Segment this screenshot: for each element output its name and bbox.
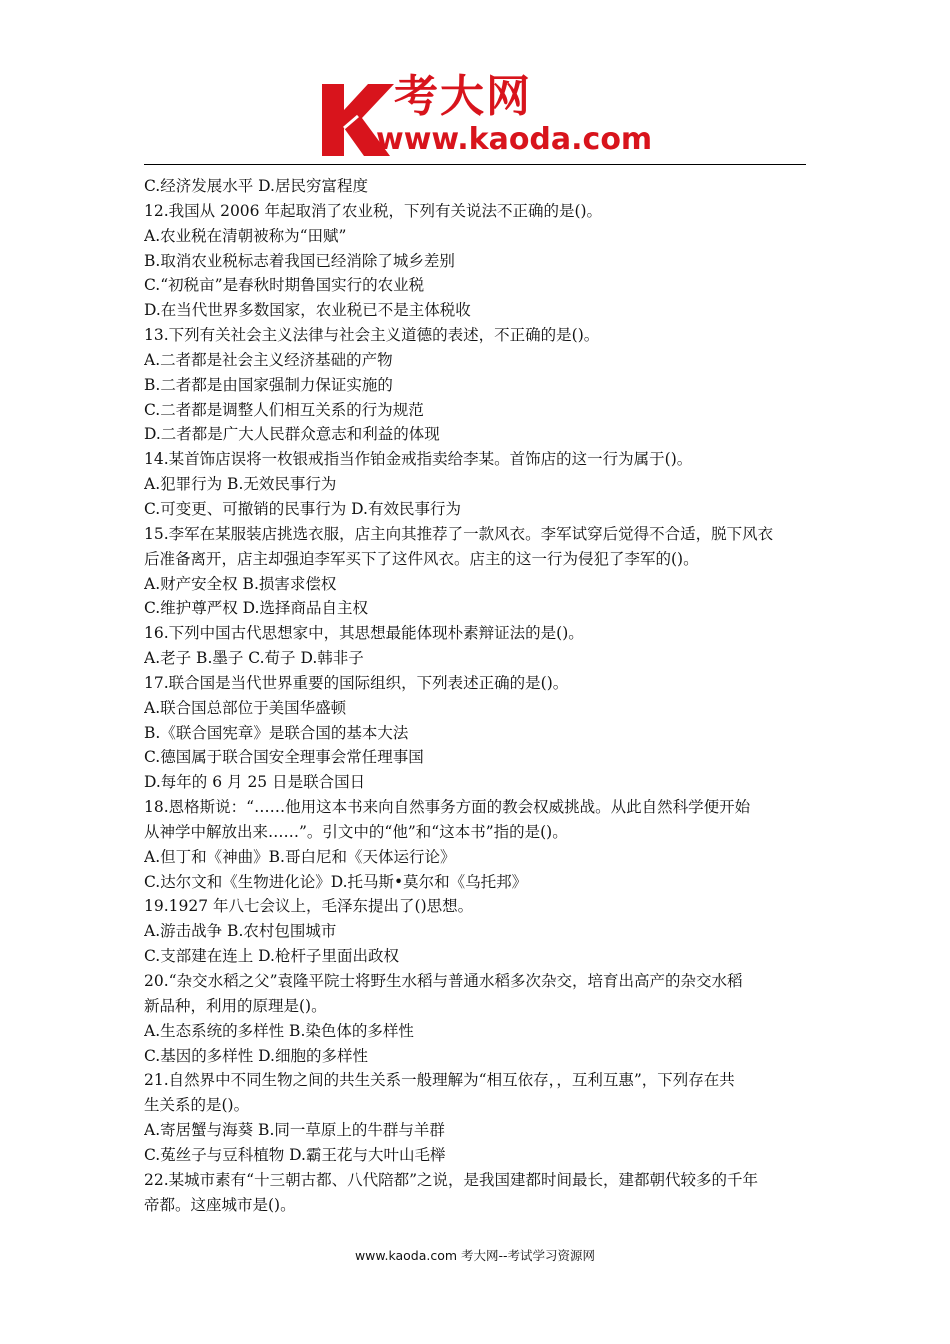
option-line: C.可变更、可撤销的民事行为 D.有效民事行为 (144, 499, 461, 518)
option-line: C.维护尊严权 D.选择商品自主权 (144, 599, 368, 618)
text-line: C.经济发展水平 D.居民穷富程度 (144, 177, 368, 195)
question-14: 14.某首饰店误将一枚银戒指当作铂金戒指卖给李某。首饰店的这一行为属于()。 (144, 450, 693, 469)
logo-url: www.kaoda.com (376, 122, 653, 157)
option-line: B.取消农业税标志着我国已经消除了城乡差别 (144, 251, 455, 270)
option-line: C.德国属于联合国安全理事会常任理事国 (144, 748, 424, 767)
option-line: A.游击战争 B.农村包围城市 (144, 922, 337, 941)
option-line: C.“初税亩”是春秋时期鲁国实行的农业税 (144, 276, 425, 295)
option-line: C.达尔文和《生物进化论》D.托马斯•莫尔和《乌托邦》 (144, 872, 528, 891)
option-line: A.犯罪行为 B.无效民事行为 (144, 475, 337, 494)
question-16: 16.下列中国古代思想家中，其思想最能体现朴素辩证法的是()。 (144, 624, 584, 643)
option-line: A.财产安全权 B.损害求偿权 (144, 574, 337, 593)
question-22-cont: 帝都。这座城市是()。 (144, 1195, 296, 1214)
option-line: C.二者都是调整人们相互关系的行为规范 (144, 400, 424, 419)
option-line: B.《联合国宪章》是联合国的基本大法 (144, 723, 409, 742)
question-20-cont: 新品种，利用的原理是()。 (144, 996, 327, 1015)
question-13: 13.下列有关社会主义法律与社会主义道德的表述，不正确的是()。 (144, 326, 600, 345)
logo-chinese-title: 考大网 (394, 71, 532, 122)
option-line: C.基因的多样性 D.细胞的多样性 (144, 1046, 368, 1065)
question-text (144, 174, 808, 1217)
option-line: D.在当代世界多数国家，农业税已不是主体税收 (144, 301, 471, 320)
question-21: 21.自然界中不同生物之间的共生关系一般理解为“相互依存，，互利互惠”，下列存在共 (144, 1071, 735, 1090)
page-footer: www.kaoda.com 考大网--考试学习资源网 (354, 1248, 596, 1263)
option-line: A.二者都是社会主义经济基础的产物 (144, 350, 393, 369)
option-line: A.但丁和《神曲》B.哥白尼和《天体运行论》 (144, 847, 456, 866)
option-line: C.支部建在连上 D.枪杆子里面出政权 (144, 947, 399, 966)
question-22: 22.某城市素有“十三朝古都、八代陪都”之说，是我国建都时间最长，建都朝代较多的千年 (144, 1170, 759, 1189)
question-20: 20.“杂交水稻之父”袁隆平院士将野生水稻与普通水稻多次杂交，培育出高产的杂交水稻 (144, 972, 743, 990)
header-divider (144, 164, 806, 165)
question-21-cont: 生关系的是()。 (144, 1096, 250, 1115)
option-line: A.农业税在清朝被称为“田赋” (144, 226, 347, 245)
option-line: C.菟丝子与豆科植物 D.霸王花与大叶山毛榉 (144, 1145, 446, 1164)
option-line: B.二者都是由国家强制力保证实施的 (144, 375, 393, 394)
option-line: D.每年的 6 月 25 日是联合国日 (144, 773, 366, 792)
option-line: A.联合国总部位于美国华盛顿 (144, 698, 347, 717)
question-18-cont: 从神学中解放出来……”。引文中的“他”和“这本书”指的是()。 (144, 822, 568, 841)
kaoda-logo[interactable] (318, 71, 653, 158)
question-15: 15.李军在某服装店挑选衣服，店主向其推荐了一款风衣。李军试穿后觉得不合适，脱下风衣 (144, 524, 774, 543)
option-line: A.生态系统的多样性 B.染色体的多样性 (144, 1021, 414, 1040)
question-17: 17.联合国是当代世界重要的国际组织，下列表述正确的是()。 (144, 673, 569, 692)
question-12: 12.我国从 2006 年起取消了农业税，下列有关说法不正确的是()。 (144, 201, 603, 220)
question-15-cont: 后准备离开，店主却强迫李军买下了这件风衣。店主的这一行为侵犯了李军的()。 (144, 549, 699, 568)
question-18: 18.恩格斯说：“……他用这本书来向自然事务方面的教会权威挑战。从此自然科学便开始 (144, 798, 751, 817)
option-line: A.老子 B.墨子 C.荀子 D.韩非子 (144, 649, 364, 668)
option-line: D.二者都是广大人民群众意志和利益的体现 (144, 425, 440, 444)
option-line: A.寄居蟹与海葵 B.同一草原上的牛群与羊群 (144, 1121, 445, 1140)
question-19: 19.1927 年八七会议上，毛泽东提出了()思想。 (144, 897, 474, 916)
